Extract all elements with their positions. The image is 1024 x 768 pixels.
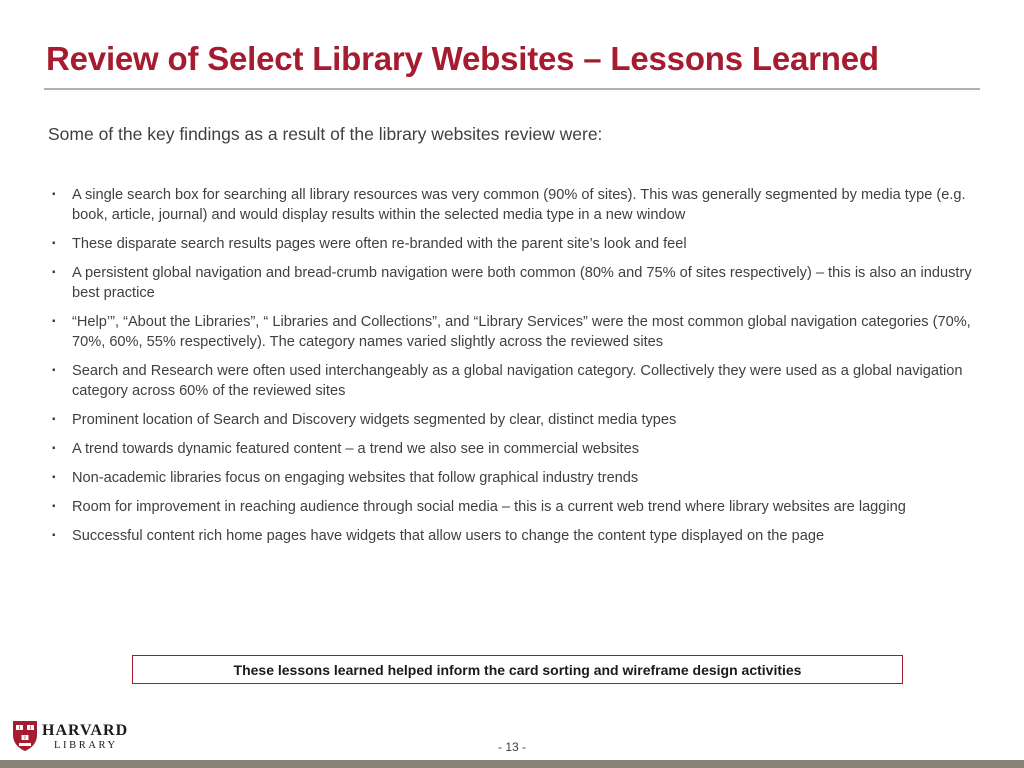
- slide-title: Review of Select Library Websites – Lessons Learned: [46, 40, 879, 77]
- list-item-text: Room for improvement in reaching audience through social media – this is a current web trend where library websites are lagging: [72, 499, 906, 515]
- list-item-text: A single search box for searching all library resources was very common (90% of sites). This was generally segmented by media type (e.g. book, article, journal) and would display results within the selected media type in a new window: [72, 187, 966, 223]
- bullet-icon: ▪: [52, 530, 56, 541]
- harvard-library-logo: [12, 720, 142, 756]
- list-item-text: A trend towards dynamic featured content – a trend we also see in commercial websites: [72, 441, 640, 457]
- footer-bar: [0, 760, 1024, 768]
- title-divider: [44, 88, 980, 90]
- list-item-text: “Help’”, “About the Libraries”, “ Libraries and Collections”, and “Library Services” were the most common global navigation categories (70%, 70%, 60%, 55% respectively). The category names varied slightly across the reviewed sites: [72, 314, 971, 350]
- list-item: [50, 439, 990, 459]
- bullet-icon: ▪: [52, 238, 56, 249]
- list-item: [50, 410, 990, 430]
- list-item: [50, 497, 990, 517]
- logo-subtitle: LIBRARY: [54, 740, 118, 751]
- findings-list: [50, 185, 990, 555]
- list-item-text: A persistent global navigation and bread-crumb navigation were both common (80% and 75% of sites respectively) – this is also an industry best practice: [72, 265, 972, 301]
- callout-box: [132, 655, 903, 684]
- list-item-text: These disparate search results pages were often re-branded with the parent site’s look and feel: [72, 236, 687, 252]
- bullet-icon: ▪: [52, 316, 56, 327]
- list-item-text: Successful content rich home pages have widgets that allow users to change the content type displayed on the page: [72, 528, 825, 544]
- bullet-icon: ▪: [52, 267, 56, 278]
- list-item: [50, 263, 990, 303]
- intro-text: Some of the key findings as a result of the library websites review were:: [48, 124, 603, 144]
- list-item-text: Prominent location of Search and Discovery widgets segmented by clear, distinct media types: [72, 412, 677, 428]
- bullet-icon: ▪: [52, 189, 56, 200]
- list-item-text: Non-academic libraries focus on engaging websites that follow graphical industry trends: [72, 470, 639, 486]
- list-item: [50, 234, 990, 254]
- list-item: [50, 185, 990, 225]
- list-item-text: Search and Research were often used interchangeably as a global navigation category. Collectively they were used as a global navigation category across 60% of the reviewed sites: [72, 363, 963, 399]
- list-item: [50, 312, 990, 352]
- callout-text: These lessons learned helped inform the card sorting and wireframe design activities: [233, 661, 802, 678]
- harvard-shield-icon: [12, 720, 38, 752]
- list-item: [50, 526, 990, 546]
- bullet-icon: ▪: [52, 472, 56, 483]
- bullet-icon: ▪: [52, 414, 56, 425]
- bullet-icon: ▪: [52, 443, 56, 454]
- page-number: - 13 -: [497, 740, 526, 754]
- logo-name: HARVARD: [42, 722, 129, 739]
- bullet-icon: ▪: [52, 501, 56, 512]
- list-item: [50, 468, 990, 488]
- list-item: [50, 361, 990, 401]
- bullet-icon: ▪: [52, 365, 56, 376]
